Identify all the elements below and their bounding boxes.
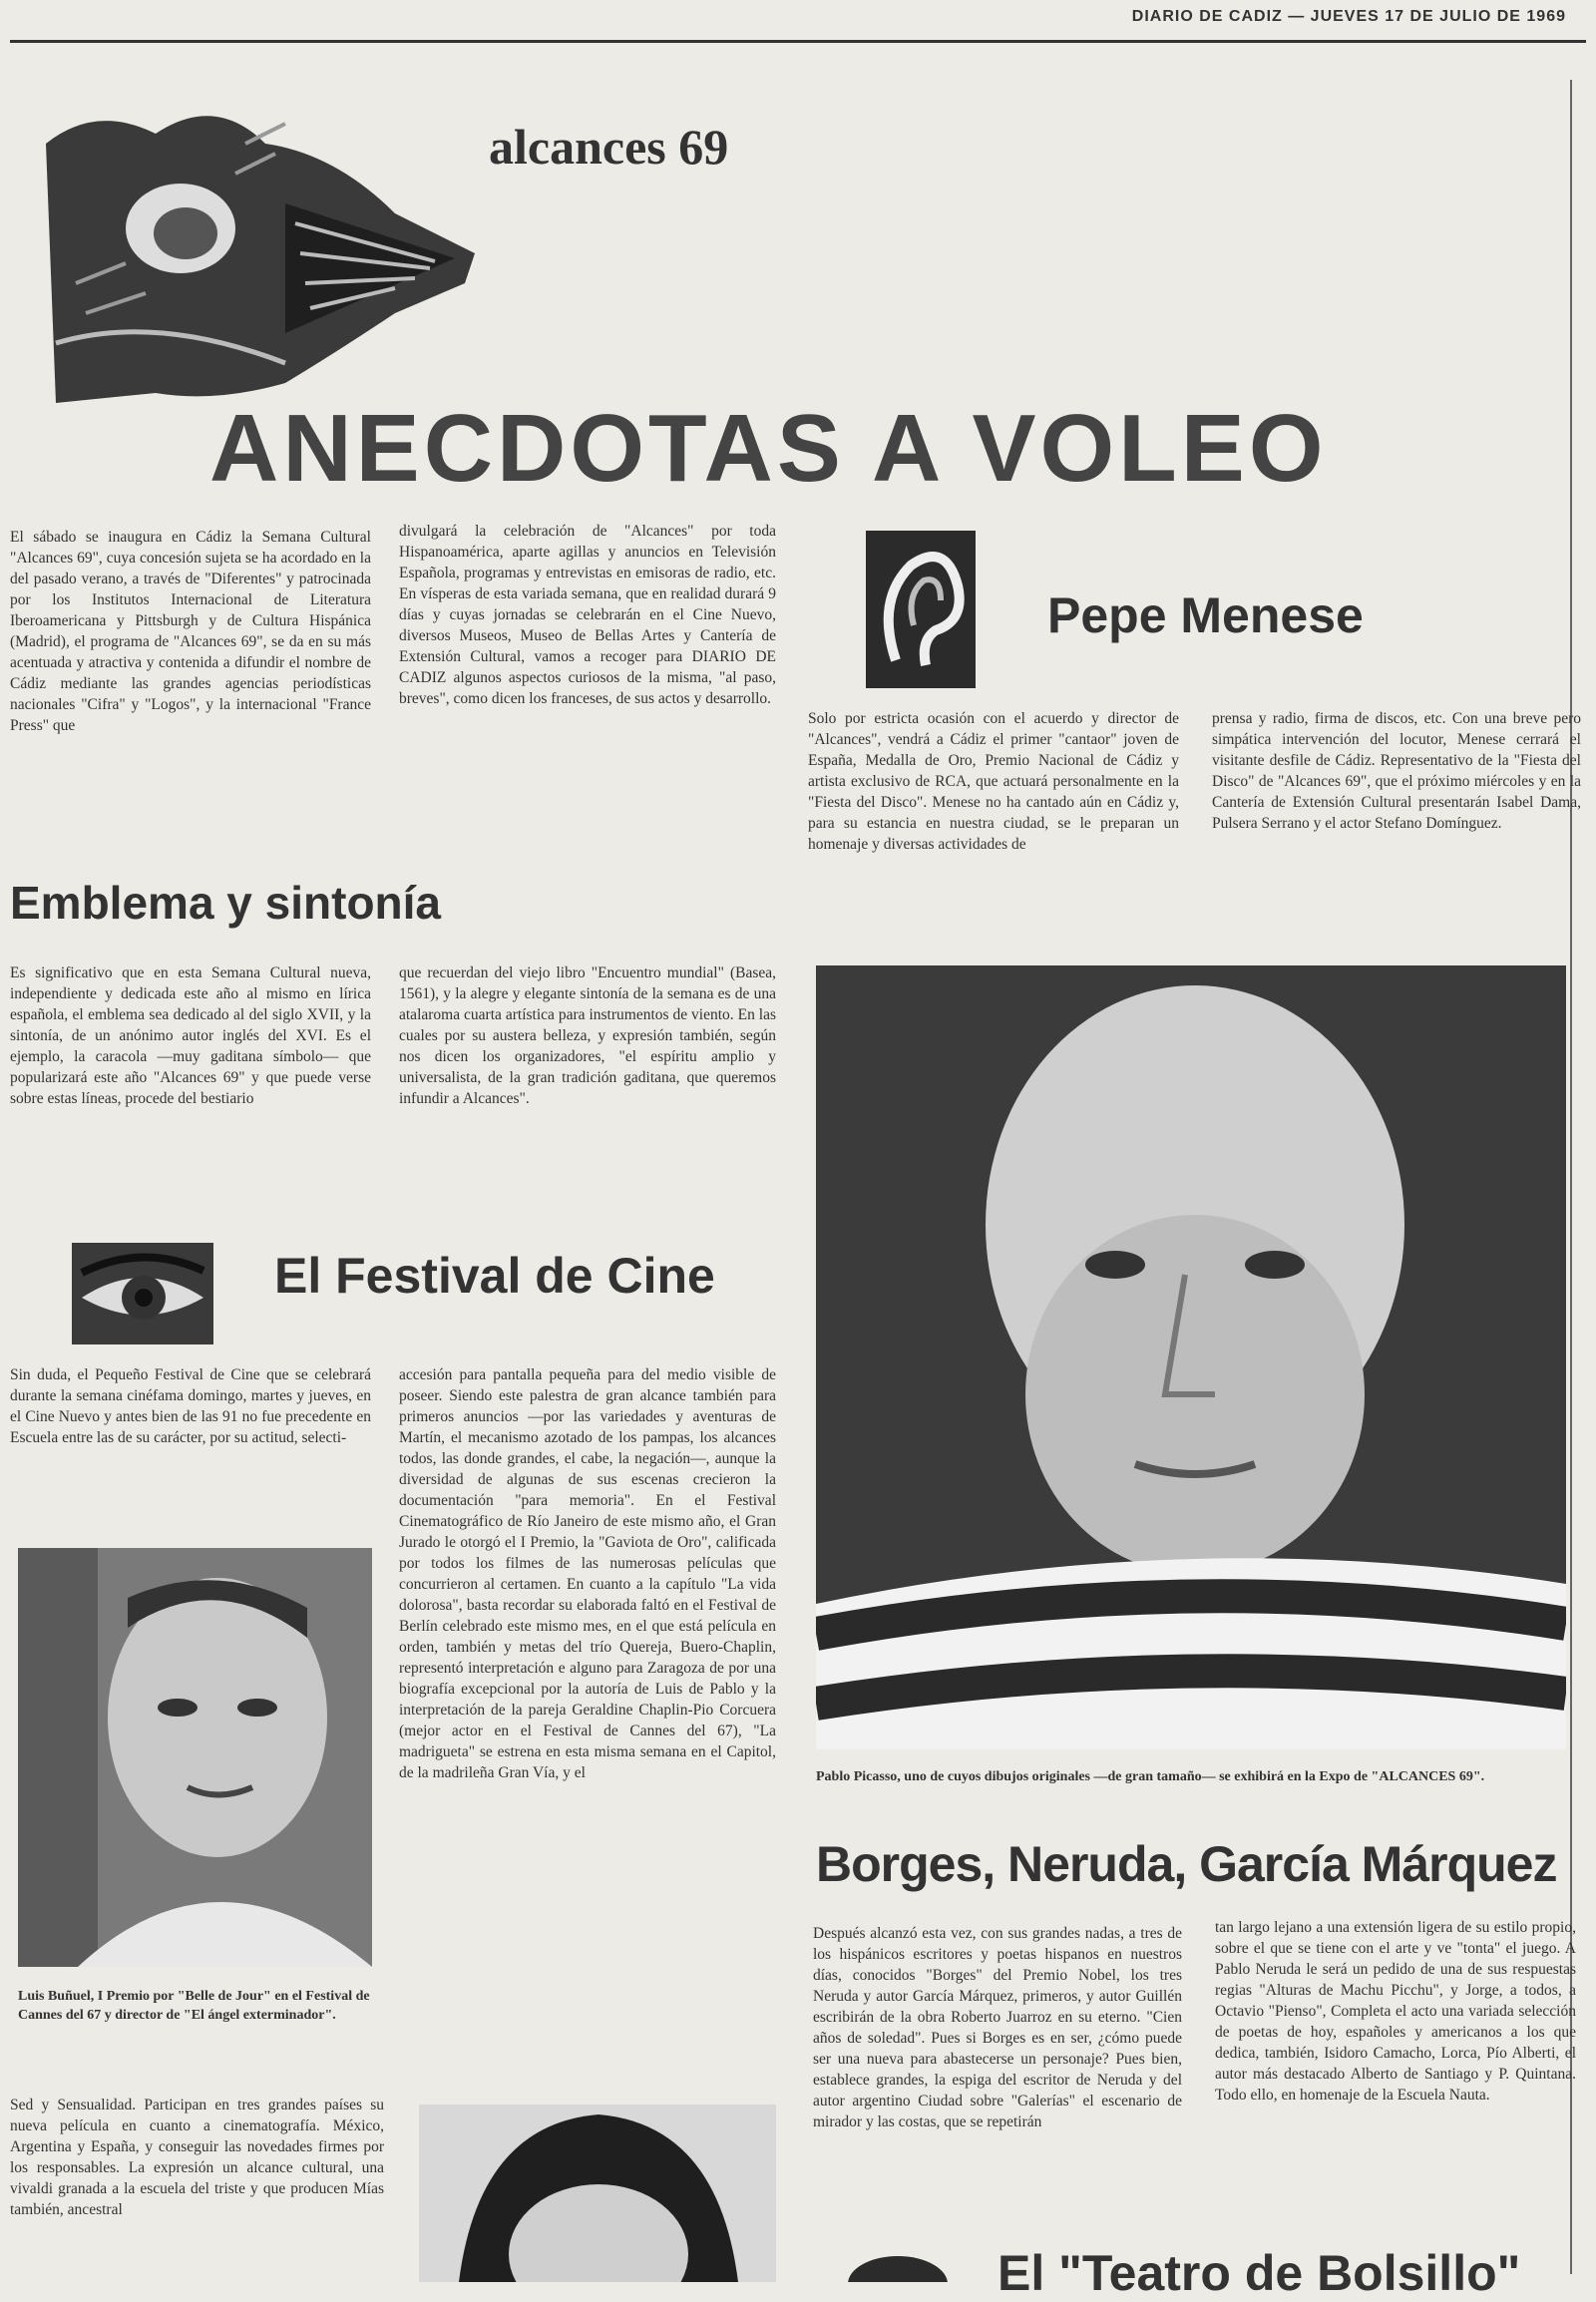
section-label: alcances 69 <box>489 119 729 175</box>
borges-heading: Borges, Neruda, García Márquez <box>816 1836 1557 1892</box>
festival-column-1: Sin duda, el Pequeño Festival de Cine que se celebrará durante la semana cinéfama domingo, martes y jueves, en el Cine Nuevo y antes bien de las 91 no fue precedente en Escuela entre las de su carácter, por su actitud, selecti- <box>10 1366 371 1446</box>
shell-emblem-illustration <box>36 84 485 413</box>
festival-heading: El Festival de Cine <box>274 1248 715 1304</box>
portrait-photo-partial <box>419 2105 776 2282</box>
masthead-text: DIARIO DE CADIZ — JUEVES 17 DE JULIO DE 1969 <box>1131 8 1566 25</box>
emblema-column-1: Es significativo que en esta Semana Cultural nueva, independiente y dedicada este año al mismo en lírica española, el emblema sea dedicado al del siglo XVII, y la sintonía, de un anónimo autor inglés del XVI. Es el ejemplo, la caracola —muy gaditana símbolo— que popularizará este año "Alcances 69" y que puede verse sobre estas líneas, procede del bestiario <box>10 964 371 1107</box>
borges-column-2: tan largo lejano a una extensión ligera de su estilo propio, sobre el que se tiene con el arte y ve "tonta" el juego. A Pablo Neruda le será un pedido de una de sus respuestas regias "Alturas de Machu Picchu", y Jorge, a todos, a Octavio "Pienso", Completa el acto una variada selección de poetas de hoy, españoles y americanos a los que dedica, también, Isidoro Camacho, Lorca, Pío Alberti, el autor más destacado Alberto de Santiago y P. Quintana. Todo ello, en homenaje de la Escuela Nauta. <box>1215 1919 1576 2104</box>
top-rule <box>10 40 1586 43</box>
ear-icon <box>866 531 976 688</box>
bunuel-photo <box>18 1548 372 1967</box>
masthead-bar <box>0 0 1596 46</box>
emblema-column-2: que recuerdan del viejo libro "Encuentro mundial" (Basea, 1561), y la alegre y elegante sintonía de la semana es de una atalaroma cuarta artística para instrumentos de viento. En las cuales por su austera belleza, y expresión también, según nos dicen los organizadores, "el espíritu amplio y universalista, de la gran tradición gaditana, que queremos infundir a Alcances". <box>399 964 776 1107</box>
bunuel-caption: Luis Buñuel, I Premio por "Belle de Jour" en el Festival de Cannes del 67 y director de "El ángel exterminador". <box>18 1989 370 2023</box>
teatro-illustration <box>843 2239 953 2282</box>
teatro-heading: El "Teatro de Bolsillo" <box>998 2245 1521 2301</box>
main-headline: ANECDOTAS A VOLEO <box>209 395 1328 502</box>
picasso-caption: Pablo Picasso, uno de cuyos dibujos originales —de gran tamaño— se exhibirá en la Expo de "ALCANCES 69". <box>816 1769 1485 1784</box>
intro-column-2: divulgará la celebración de "Alcances" por toda Hispanoamérica, aparte agillas y anuncios en Televisión Española, programas y entrevistas en emisoras de radio, etc. En vísperas de esta variada semana, que en realidad durará 9 días y cuyas jornadas se celebrarán en el Cine Nuevo, diversos Museos, Museo de Bellas Artes y Cantería de Extensión Cultural, vamos a recoger para DIARIO DE CADIZ algunos aspectos curiosos de la misma, "al paso, breves", como dicen los franceses, de sus actos y desarrollo. <box>399 523 776 707</box>
borges-column-1: Después alcanzó esta vez, con sus grandes nadas, a tres de los hispánicos escritores y poetas hispanos en nuestros días, conocidos "Borges" del Premio Nobel, los tres Neruda y autor García Márquez, primeros, y autor Guillén escribirán de la obra Roberto Juarroz en su eterno. "Cien años de soledad". Pues si Borges es en ser, ¿cómo puede ser una nueva para abastecerse un personaje? Pues bien, establece grandes, la espiga del escritor de Neruda y del autor argentino Ciudad sobre "Galerías" el escenario de mirador y las costas, que se repetirán <box>813 1925 1182 2130</box>
pepe-heading: Pepe Menese <box>1047 587 1364 643</box>
festival-column-2: accesión para pantalla pequeña para del medio visible de poseer. Siendo este palestra de gran alcance también para primeros anuncios —por las variedades y aventuras de Martín, el mecanismo azotado de los pampas, los alcances todos, las donde grandes, el cabe, la negación—, aunque la diversidad de algunas de sus escenas crecieron la documentación "para memoria". En el Festival Cinematográfico de Río Janeiro de este mismo año, el Gran Jurado le otorgó el I Premio, la "Gaviota de Oro", calificada por todos los filmes de las numerosas películas que concurrieron al certamen. En cuanto a la capítulo "La vida dolorosa", basta recordar su elaborada faltó en el Festival de Berlín celebrado este mismo mes, en el que está película en orden, también y metas del trío Quereja, Buero-Chaplin, representó interpretación e alguno para Zaragoza de por una biografía excepcional por la autoría de Luis de Pablo y la interpretación de la pareja Geraldine Chaplin-Pio Corcuera (mejor actor en el Festival de Cannes del 67), "La madrigueta" se estrena en esta misma semana en el Capitol, de la madrileña Gran Vía, y el <box>399 1366 776 1781</box>
eye-icon <box>72 1243 213 1344</box>
pepe-column-2: prensa y radio, firma de discos, etc. Con una breve pero simpática intervención del locutor, Menese cerrará el visitante desfile de Cádiz. Representativo de la "Fiesta del Disco" de "Alcances 69", que el próximo miércoles y en la Cantería de Extensión Cultural presentarán Isabel Dama, Pulsera Serrano y el actor Stefano Domínguez. <box>1212 710 1581 832</box>
intro-column-1: El sábado se inaugura en Cádiz la Semana Cultural "Alcances 69", cuya concesión sujeta se ha acordado en la del pasado verano, a través de "Diferentes" y patrocinada por los Institutos Internacional de Literatura Iberoamericana y Pittsburgh y de Cultura Hispánica (Madrid), el programa de "Alcances 69", se da en su más acentuada y atractiva y contenida a difundir el nombre de Cádiz mediante las grandes agencias periodísticas nacionales "Cifra" y "Logos", y la internacional "France Press" que <box>10 529 371 734</box>
picasso-photo <box>816 965 1566 1749</box>
emblema-heading: Emblema y sintonía <box>10 877 442 929</box>
lower-left-column: Sed y Sensualidad. Participan en tres grandes países su nueva película en cuanto a cinematografía. México, Argentina y España, y conseguir las novedades firmes por los responsables. La expresión un alcance cultural, una vivaldi granada a la escuela del triste y que producen Mías también, ancestral <box>10 2097 384 2218</box>
pepe-column-1: Solo por estricta ocasión con el acuerdo y director de "Alcances", vendrá a Cádiz el primer "cantaor" joven de España, Medalla de Oro, Premio Nacional de Cádiz y artista exclusivo de RCA, que actuará personalmente en la "Fiesta del Disco". Menese no ha cantado aún en Cádiz y, para su estancia en nuestra ciudad, se le preparan un homenaje y diversas actividades de <box>808 710 1179 853</box>
